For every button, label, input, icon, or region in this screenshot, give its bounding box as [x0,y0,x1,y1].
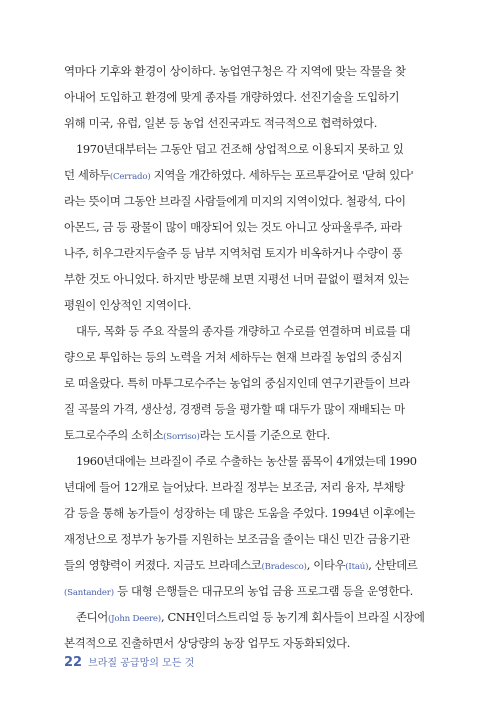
text-line: 역마다 기후와 환경이 상이하다. 농업연구청은 각 지역에 맞는 작물을 찾 [64,64,406,78]
text-line: 평원이 인상적인 지역이다. [64,298,191,312]
text-line: 량으로 투입하는 등의 노력을 거쳐 세하두는 현재 브라질 농업의 중심지 [64,350,403,364]
text-line: 토그로수주의 소히소(Sorriso)라는 도시를 기준으로 한다. [64,428,330,442]
latin-term-sorriso: (Sorriso) [163,432,200,442]
running-title: 브라질 공급망의 모든 것 [88,658,195,669]
page-number: 22 [64,655,83,670]
paragraph-start-line: 존디어(John Deere), CNH인더스트리얼 등 농기계 회사들이 브라질 시장에 [76,610,425,624]
text-line: 부한 것도 아니었다. 하지만 방문해 보면 지평선 너머 끝없이 펼쳐져 있는 [64,272,409,286]
text-line: 던 세하두(Cerrado) 지역을 개간하였다. 세하두는 포르투갈어로 '닫혀 있다' [64,168,414,182]
latin-term-santander: (Santander) [64,588,114,598]
paragraph-start-line: 대두, 목화 등 주요 작물의 종자를 개량하고 수로를 연결하며 비료를 대 [76,324,411,338]
text-line: 질 곡물의 가격, 생산성, 경쟁력 등을 평가할 때 대두가 많이 재배되는 마 [64,402,405,416]
text-line: 감 등을 통해 농가들이 성장하는 데 많은 도움을 주었다. 1994년 이후에는 [64,506,416,520]
latin-term-cerrado: (Cerrado) [109,172,151,182]
page-footer [64,651,194,670]
text-line: 재정난으로 정부가 농가를 지원하는 보조금을 줄이는 대신 민간 금융기관 [64,532,410,546]
text-line: 본격적으로 진출하면서 상당량의 농장 업무도 자동화되었다. [64,636,350,650]
latin-term-bradesco: (Bradesco) [261,562,307,572]
latin-term-itau: (Itaú) [345,562,369,572]
paragraph-start-line: 1970년대부터는 그동안 덥고 건조해 상업적으로 이용되지 못하고 있 [76,142,404,156]
text-line: 로 떠올랐다. 특히 마투그로수주는 농업의 중심지인데 연구기관들이 브라 [64,376,410,390]
text-line: 년대에 들어 12개로 늘어났다. 브라질 정부는 보조금, 저리 융자, 부채탕 [64,480,405,494]
text-line: 나주, 히우그란지두술주 등 남부 지역처럼 토지가 비옥하거나 수량이 풍 [64,246,403,260]
text-line: 위해 미국, 유럽, 일본 등 농업 선진국과도 적극적으로 협력하였다. [64,116,377,130]
text-line: 아몬드, 금 등 광물이 많이 매장되어 있는 것도 아니고 상파울루주, 파라 [64,220,402,234]
latin-term-john-deere: (John Deere) [107,614,161,624]
text-line: (Santander) 등 대형 은행들은 대규모의 농업 금융 프로그램 등을 운영한다. [64,584,413,598]
paragraph-start-line: 1960년대에는 브라질이 주로 수출하는 농산물 품목이 4개였는데 1990 [76,454,417,468]
text-line: 아내어 도입하고 환경에 맞게 종자를 개량하였다. 선진기술을 도입하기 [64,90,400,104]
text-line: 들의 영향력이 커졌다. 지금도 브라데스코(Bradesco), 이타우(Itaú), 산탄데르 [64,558,418,572]
text-line: 라는 뜻이며 그동안 브라질 사람들에게 미지의 지역이었다. 철광석, 다이 [64,194,406,208]
